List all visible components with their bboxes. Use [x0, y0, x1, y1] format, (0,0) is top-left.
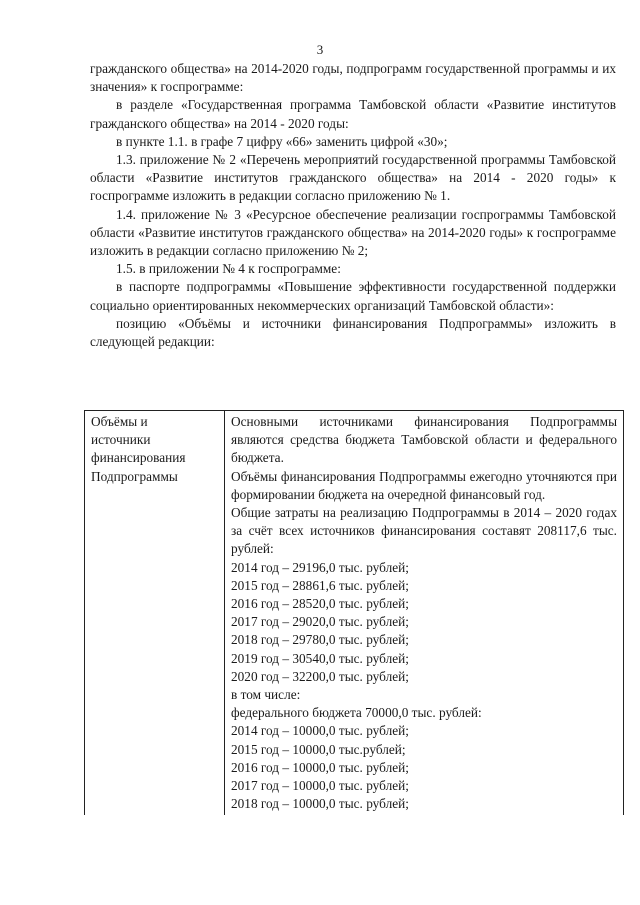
table-value-line: 2016 год – 10000,0 тыс. рублей;: [231, 759, 409, 775]
paragraph: 1.3. приложение № 2 «Перечень мероприятий государственной программы Тамбовской области «Развитие институтов гражданского общества» на 2014 - 2020 годы» к госпрограмме изложить в редакции согласно приложению № 1.: [90, 152, 616, 204]
table-value-paragraph: Основными источниками финансирования Подпрограммы являются средства бюджета Тамбовской области и федерального бюджета.: [231, 414, 617, 466]
page-number: 3: [316, 42, 324, 57]
table-label-line: Подпрограммы: [91, 468, 178, 484]
paragraph: в паспорте подпрограммы «Повышение эффективности государственной поддержки социально ориентированных некоммерческих организаций Тамбовской области»:: [90, 279, 616, 313]
table-label-cell: [85, 411, 225, 815]
table-value-line: 2015 год – 10000,0 тыс.рублей;: [231, 741, 406, 757]
table-value-line: 2015 год – 28861,6 тыс. рублей;: [231, 577, 409, 593]
paragraph: в разделе «Государственная программа Тамбовской области «Развитие институтов гражданского общества» на 2014 - 2020 годы:: [90, 97, 616, 131]
table-value-line: 2018 год – 10000,0 тыс. рублей;: [231, 796, 409, 812]
table-value-paragraph: Объёмы финансирования Подпрограммы ежегодно уточняются при формировании бюджета на очередной финансовый год.: [231, 468, 617, 502]
table-label-line: источники: [91, 432, 151, 448]
table-value-line: 2017 год – 10000,0 тыс. рублей;: [231, 778, 409, 794]
table-value-line: 2020 год – 32200,0 тыс. рублей;: [231, 668, 409, 684]
table-value-line: 2016 год – 28520,0 тыс. рублей;: [231, 596, 409, 612]
table-label-line: финансирования: [91, 450, 186, 466]
table-value-line: 2014 год – 10000,0 тыс. рублей;: [231, 723, 409, 739]
passport-table: [84, 410, 624, 815]
table-value-line: 2017 год – 29020,0 тыс. рублей;: [231, 614, 409, 630]
document-body: [90, 60, 616, 351]
table-value-cell: [225, 411, 623, 815]
paragraph: гражданского общества» на 2014-2020 годы, подпрограмм государственной программы и их значения» к госпрограмме:: [90, 61, 616, 95]
paragraph: 1.5. в приложении № 4 к госпрограмме:: [116, 261, 341, 277]
table-value-line: федерального бюджета 70000,0 тыс. рублей:: [231, 705, 482, 721]
paragraph: в пункте 1.1. в графе 7 цифру «66» заменить цифрой «30»;: [116, 133, 448, 149]
table-value-line: 2014 год – 29196,0 тыс. рублей;: [231, 559, 409, 575]
table-value-line: 2018 год – 29780,0 тыс. рублей;: [231, 632, 409, 648]
table-value-line: в том числе:: [231, 687, 301, 703]
table-value-paragraph: Общие затраты на реализацию Подпрограммы в 2014 – 2020 годах за счёт всех источников финансирования составят 208117,6 тыс. рублей:: [231, 505, 617, 557]
paragraph: позицию «Объёмы и источники финансирования Подпрограммы» изложить в следующей редакции:: [90, 315, 616, 350]
table-value-line: 2019 год – 30540,0 тыс. рублей;: [231, 650, 409, 666]
table-label-line: Объёмы и: [91, 414, 148, 429]
paragraph: 1.4. приложение № 3 «Ресурсное обеспечение реализации госпрограммы Тамбовской области «Развитие институтов гражданского общества» на 2014-2020 годы» к госпрограмме изложить в редакции согласно приложению № 2;: [90, 206, 616, 259]
